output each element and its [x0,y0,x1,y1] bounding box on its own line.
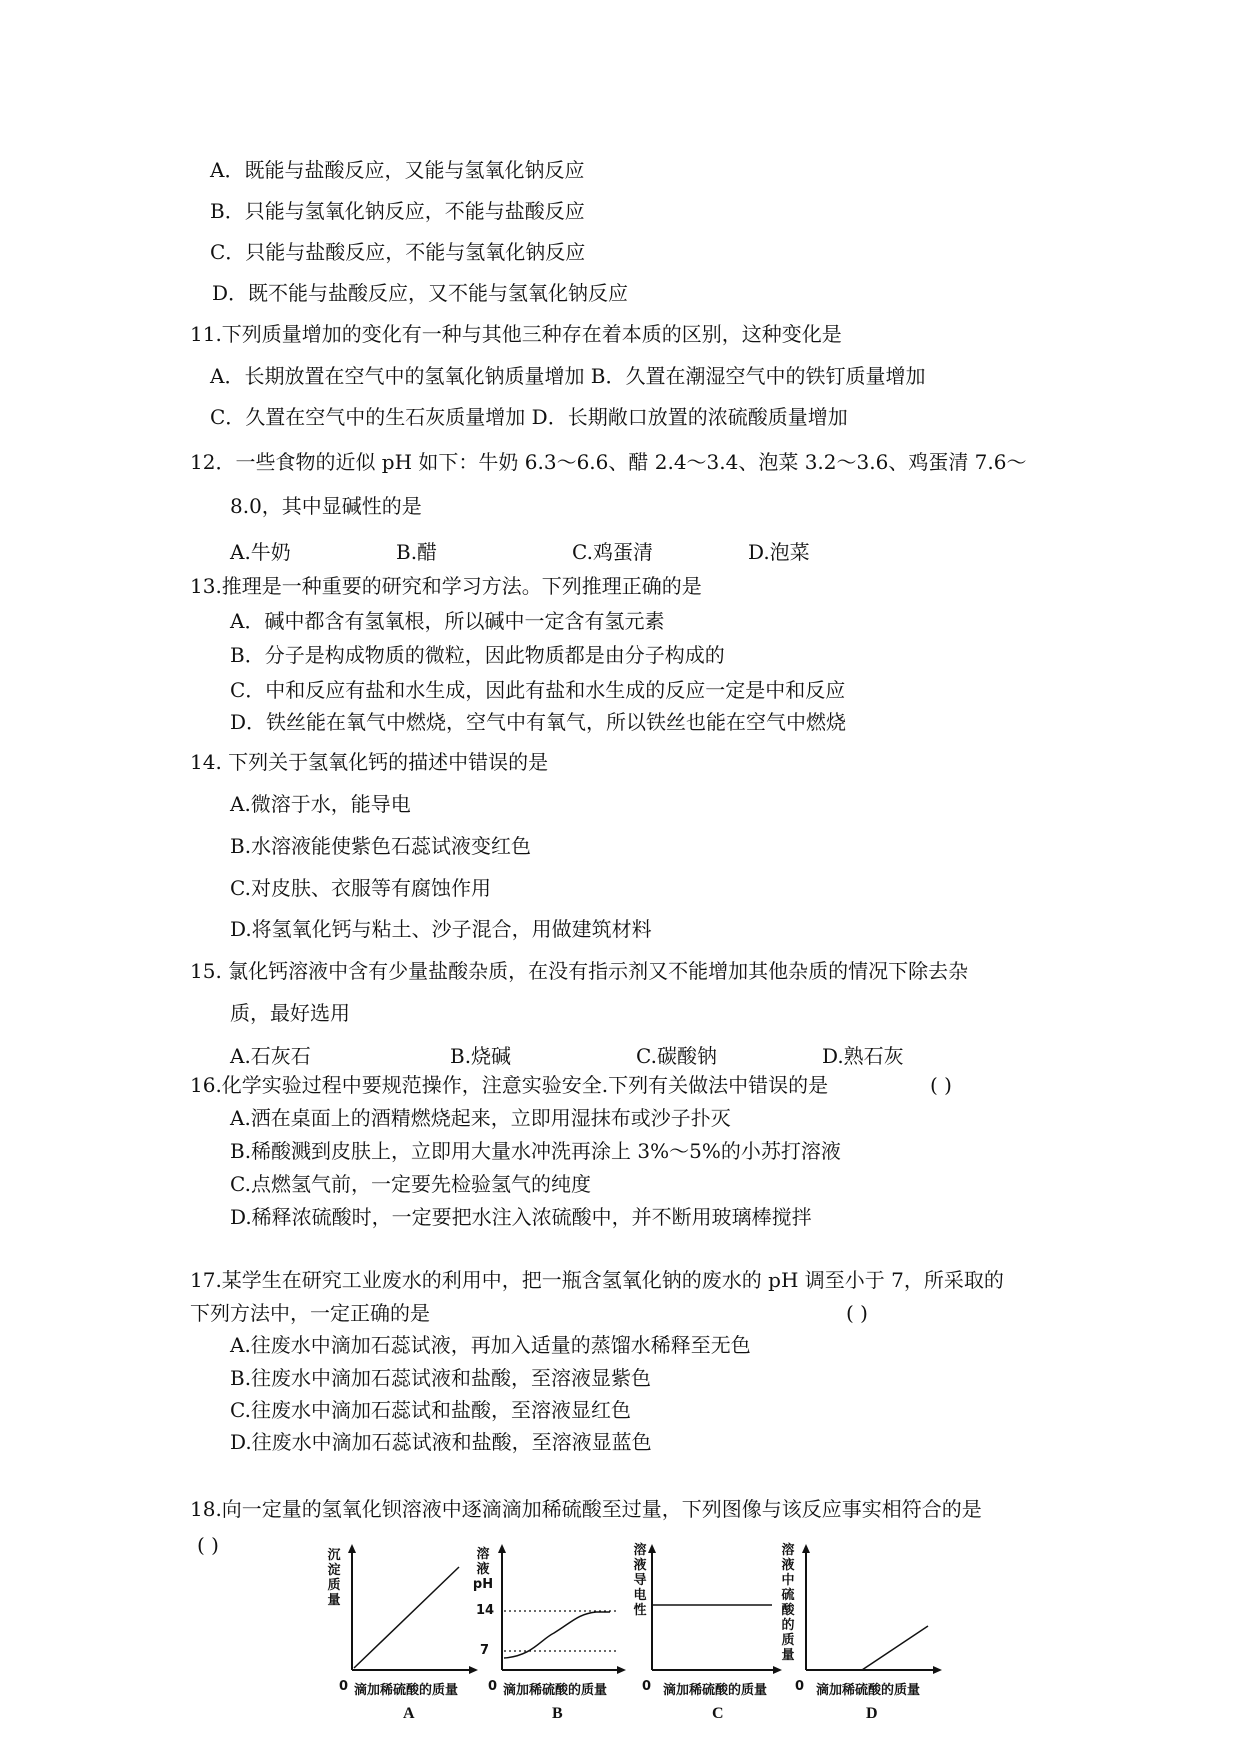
graph-a-letter: A [403,1705,415,1722]
q15-option-c: C.碳酸钠 [636,1044,717,1068]
q14-stem: 14. 下列关于氢氧化钙的描述中错误的是 [190,750,549,774]
graph-a-ylabel: 沉淀质量 [327,1548,341,1608]
q18-answer-paren: ( ) [197,1533,219,1557]
graph-b-xlabel: 滴加稀硫酸的质量 [503,1683,608,1698]
q12-option-c: C.鸡蛋清 [572,540,653,564]
q16-option-c: C.点燃氢气前，一定要先检验氢气的纯度 [230,1172,591,1196]
q10-option-b: B．只能与氢氧化钠反应，不能与盐酸反应 [210,199,585,223]
q16-option-d: D.稀释浓硫酸时，一定要把水注入浓硫酸中，并不断用玻璃棒搅拌 [230,1205,812,1229]
q10-option-c: C．只能与盐酸反应，不能与氢氧化钠反应 [210,240,586,264]
q17-stem-line1: 17.某学生在研究工业废水的利用中，把一瓶含氢氧化钠的废水的 pH 调至小于 7，所采取的 [190,1268,1004,1292]
graph-d-ylabel: 溶液中硫酸的质量 [781,1543,795,1663]
graph-b-tick-7: 7 [480,1643,490,1658]
graph-b-plot [492,1540,632,1690]
graph-c-plot [642,1540,787,1690]
q11-options-line1: A．长期放置在空气中的氢氧化钠质量增加 B．久置在潮湿空气中的铁钉质量增加 [210,364,926,388]
graph-c-origin: 0 [642,1679,652,1694]
q13-option-b: B．分子是构成物质的微粒，因此物质都是由分子构成的 [230,643,725,667]
q15-stem-line2: 质，最好选用 [230,1001,350,1025]
q14-option-b: B.水溶液能使紫色石蕊试液变红色 [230,834,532,858]
q13-option-d: D．铁丝能在氧气中燃烧，空气中有氧气，所以铁丝也能在空气中燃烧 [230,710,847,734]
graph-a-curve [354,1567,459,1668]
q12-option-b: B.醋 [396,540,438,564]
q11-options-line2: C．久置在空气中的生石灰质量增加 D．长期敞口放置的浓硫酸质量增加 [210,405,848,429]
graph-b-tick-14: 14 [476,1603,495,1618]
q11-stem: 11.下列质量增加的变化有一种与其他三种存在着本质的区别，这种变化是 [190,322,842,346]
graph-b-origin: 0 [488,1679,498,1694]
q12-option-a: A.牛奶 [230,540,291,564]
q14-option-a: A.微溶于水，能导电 [230,792,411,816]
q15-stem-line1: 15. 氯化钙溶液中含有少量盐酸杂质，在没有指示剂又不能增加其他杂质的情况下除去杂 [190,959,969,983]
q12-stem-line1: 12．一些食物的近似 pH 如下：牛奶 6.3～6.6、醋 2.4～3.4、泡菜 3.2～3.6、鸡蛋清 7.6～ [190,450,1027,474]
q13-option-a: A．碱中都含有氢氧根，所以碱中一定含有氢元素 [230,609,665,633]
q17-answer-paren: ( ) [846,1301,868,1325]
graph-d-letter: D [866,1705,878,1722]
q17-option-c: C.往废水中滴加石蕊试和盐酸，至溶液显红色 [230,1398,631,1422]
graph-d-plot [796,1540,946,1690]
q17-option-b: B.往废水中滴加石蕊试液和盐酸，至溶液显紫色 [230,1366,652,1390]
q18-stem: 18.向一定量的氢氧化钡溶液中逐滴滴加稀硫酸至过量，下列图像与该反应事实相符合的是 [190,1497,982,1521]
q16-option-a: A.洒在桌面上的酒精燃烧起来，立即用湿抹布或沙子扑灭 [230,1106,731,1130]
graph-c-ylabel: 溶液导电性 [633,1543,647,1618]
q14-option-c: C.对皮肤、衣服等有腐蚀作用 [230,876,491,900]
graph-d-origin: 0 [795,1679,805,1694]
graph-d-curve [862,1626,928,1670]
graph-c-letter: C [712,1705,724,1722]
q15-option-d: D.熟石灰 [822,1044,904,1068]
q10-option-a: A．既能与盐酸反应，又能与氢氧化钠反应 [210,158,585,182]
graph-b-ylabel: 溶液pH [472,1547,494,1592]
q10-option-d: D．既不能与盐酸反应，又不能与氢氧化钠反应 [212,281,629,305]
graph-b-letter: B [552,1705,563,1722]
q16-stem: 16.化学实验过程中要规范操作，注意实验安全.下列有关做法中错误的是 [190,1073,829,1097]
q17-option-d: D.往废水中滴加石蕊试液和盐酸，至溶液显蓝色 [230,1430,652,1454]
q12-stem-line2: 8.0，其中显碱性的是 [230,494,422,518]
q13-stem: 13.推理是一种重要的研究和学习方法。下列推理正确的是 [190,574,702,598]
q14-option-d: D.将氢氧化钙与粘土、沙子混合，用做建筑材料 [230,917,652,941]
q15-option-b: B.烧碱 [450,1044,512,1068]
q15-option-a: A.石灰石 [230,1044,311,1068]
graph-c-xlabel: 滴加稀硫酸的质量 [663,1683,768,1698]
q12-option-d: D.泡菜 [748,540,810,564]
graph-a-xlabel: 滴加稀硫酸的质量 [354,1683,459,1698]
q17-option-a: A.往废水中滴加石蕊试液，再加入适量的蒸馏水稀释至无色 [230,1333,751,1357]
graph-d-xlabel: 滴加稀硫酸的质量 [816,1683,921,1698]
q16-option-b: B.稀酸溅到皮肤上，立即用大量水冲洗再涂上 3%～5%的小苏打溶液 [230,1139,841,1163]
q13-option-c: C．中和反应有盐和水生成，因此有盐和水生成的反应一定是中和反应 [230,678,846,702]
graph-a-origin: 0 [339,1679,349,1694]
q16-answer-paren: ( ) [930,1073,952,1097]
q17-stem-line2: 下列方法中，一定正确的是 [190,1301,430,1325]
graph-a-plot [340,1540,480,1690]
